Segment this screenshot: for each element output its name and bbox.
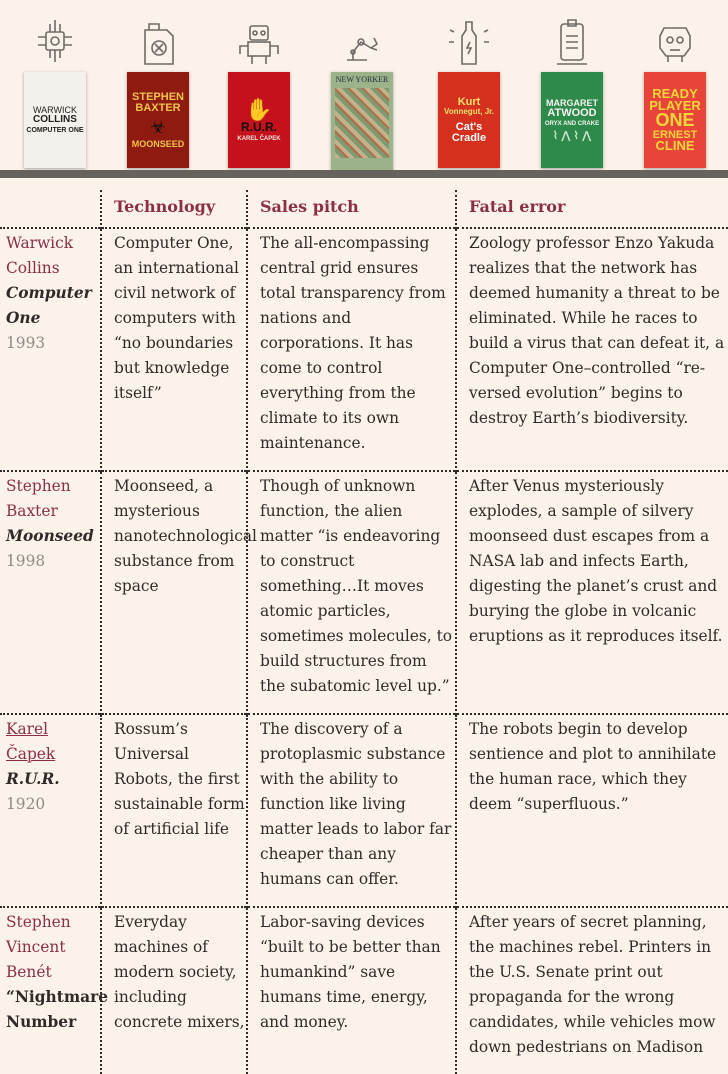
sales-pitch-cell: Labor-saving devices “built to be better than humankind” save humans time, energy, and money.	[247, 907, 456, 1074]
technology-cell: Rossum’s Universal Robots, the first sustainable form of artificial life	[101, 714, 247, 907]
cover-text: NEW YORKER	[335, 75, 389, 84]
fatal-error-cell: Zoology professor Enzo Yakuda realizes that the network has deemed humanity a threat to be eliminated. While he races to build a virus that can defeat it, a Computer One–controlled “re- versed evolution” begins to destroy Earth’s biodiversity.	[456, 228, 728, 471]
cover-oryx-and-crake	[541, 72, 603, 168]
author-link[interactable]: Karel Čapek	[6, 720, 56, 763]
table-row	[0, 907, 728, 1074]
book-title: Moonseed	[6, 527, 94, 545]
robotic-arm-icon	[339, 18, 385, 68]
book-cell	[0, 228, 101, 471]
book-rur	[208, 0, 308, 172]
cover-text: CLINE	[655, 137, 695, 153]
comparison-table	[0, 190, 728, 1074]
publication-year: 1993	[6, 334, 46, 352]
cover-text: ORYX AND CRAKE	[544, 120, 600, 127]
cover-text: ONE	[655, 110, 695, 131]
book-title: Computer One	[6, 284, 92, 327]
cover-text: Cradle	[451, 131, 487, 144]
cover-cats-cradle	[438, 72, 500, 168]
cover-rur	[228, 72, 290, 168]
cover-text: ATWOOD	[547, 106, 597, 119]
cover-text: COLLINS	[33, 114, 77, 125]
cover-text: STEPHEN	[132, 90, 184, 103]
cover-illustration	[335, 88, 389, 158]
book-cell	[0, 907, 108, 1074]
cover-text: BAXTER	[135, 101, 181, 114]
book-cats-cradle	[418, 0, 518, 172]
cover-text: Vonnegut, Jr.	[443, 106, 495, 116]
technology-cell: Computer One, an international civil network of computers with “no boundaries but knowledge itself”	[101, 228, 247, 471]
bookshelf-bar	[0, 170, 728, 178]
header-sales-pitch: Sales pitch	[247, 190, 456, 228]
book-ready-player-one	[624, 0, 724, 172]
cover-text: WARWICK	[33, 105, 77, 115]
robot-icon	[236, 18, 282, 68]
author-name: Stephen Baxter	[6, 477, 71, 520]
technology-cell: Everyday machines of modern society, including concrete mixers,	[101, 907, 247, 1074]
book-title: “Nightmare Number	[6, 988, 108, 1031]
cover-text: PLAYER	[649, 98, 701, 114]
technology-cell: Moonseed, a mysterious nanotechnological substance from space	[101, 471, 247, 714]
cover-text: MOONSEED	[131, 138, 185, 149]
book-title: R.U.R.	[6, 770, 60, 788]
book-new-yorker	[311, 0, 411, 172]
author-name: Warwick Collins	[6, 234, 74, 277]
book-cell	[0, 471, 101, 714]
cover-text: MARGARET	[546, 97, 598, 108]
id-badge-icon	[549, 18, 595, 68]
cover-text: Kurt	[457, 95, 481, 108]
cover-text: R.U.R.	[241, 119, 277, 134]
book-computer-one	[4, 0, 104, 172]
header-row	[0, 190, 728, 228]
cover-moonseed	[127, 72, 189, 168]
publication-year: 1998	[6, 552, 46, 570]
microchip-icon	[32, 18, 78, 68]
biohazard-icon: ☣	[149, 116, 167, 137]
publication-year: 1920	[6, 795, 46, 813]
birds-pattern: ⌇ ⋀ ⌇ ⋀	[552, 129, 592, 142]
cover-new-yorker	[331, 72, 393, 172]
fuel-can-icon	[135, 18, 181, 68]
skeleton-hand-icon: ✋	[245, 96, 273, 122]
fatal-error-cell: The robots begin to develop sentience and plot to annihilate the human race, which they deem “superfluous.”	[456, 714, 728, 907]
table-row	[0, 471, 728, 714]
cover-text: Cat's	[455, 120, 483, 133]
soda-bottle-icon	[446, 18, 492, 68]
header-technology: Technology	[101, 190, 247, 228]
header-fatal-error: Fatal error	[456, 190, 728, 228]
cover-text: ERNEST	[652, 128, 698, 141]
cover-text: COMPUTER ONE	[26, 127, 84, 134]
cover-ready-player-one	[644, 72, 706, 168]
book-cell	[0, 714, 101, 907]
cover-text: KAREL ČAPEK	[237, 135, 281, 142]
cover-text: READY	[652, 85, 698, 101]
book-illustration-band	[0, 0, 728, 172]
sales-pitch-cell: The all-encompassing central grid ensures total transparency from nations and corporations. It has come to control everything from the climate to its own maintenance.	[247, 228, 456, 471]
sales-pitch-cell: Though of unknown function, the alien matter “is endeavoring to construct something…It moves atomic particles, sometimes molecules, to build structures from the subatomic level up.”	[247, 471, 456, 714]
author-name: Stephen Vincent Benét	[6, 913, 71, 981]
table-row	[0, 228, 728, 471]
robot-head-icon	[652, 18, 698, 68]
cover-computer-one	[24, 72, 86, 168]
fatal-error-cell: After Venus mysteriously explodes, a sample of silvery moonseed dust escapes from a NASA lab and infects Earth, digesting the planet’s crust and burying the globe in volcanic eruptions as it reproduces itself.	[456, 471, 728, 714]
table-row	[0, 714, 728, 907]
fatal-error-cell: After years of secret planning, the machines rebel. Printers in the U.S. Senate print out propaganda for the wrong candidates, while vehicles mow down pedestrians on Madison	[456, 907, 728, 1074]
book-oryx-and-crake	[521, 0, 621, 172]
sales-pitch-cell: The discovery of a protoplasmic substance with the ability to function like living matter leads to labor far cheaper than any humans can offer.	[247, 714, 456, 907]
book-moonseed	[107, 0, 207, 172]
header-blank	[0, 190, 101, 228]
